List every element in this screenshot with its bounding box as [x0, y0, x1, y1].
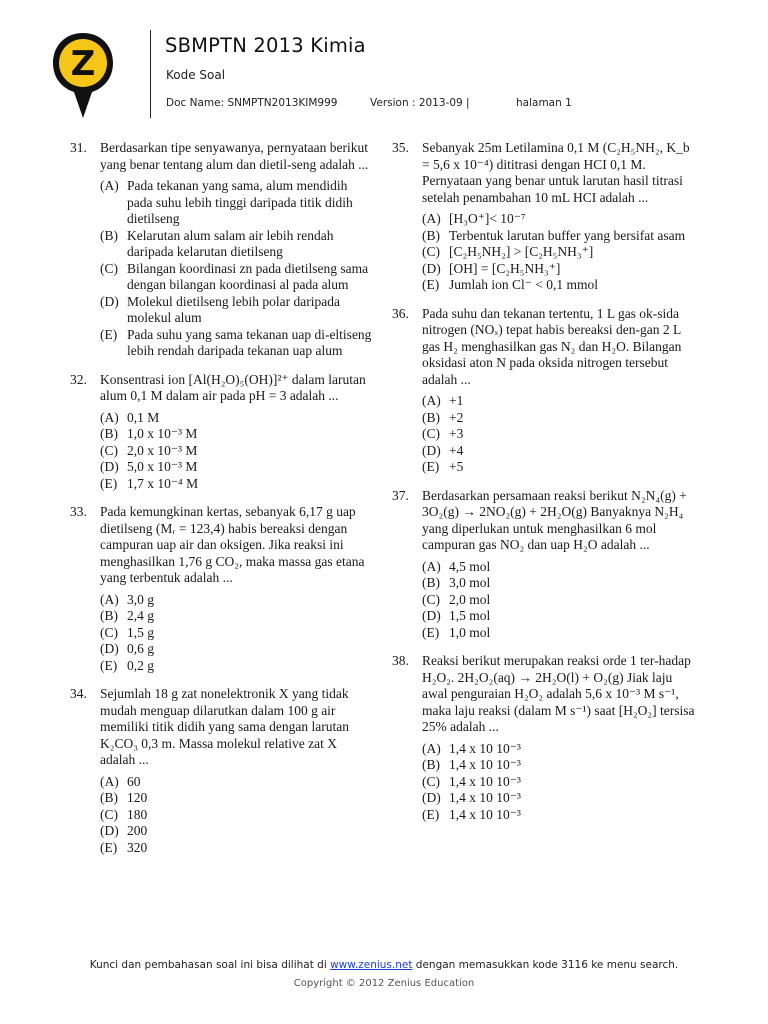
answer-option — [70, 443, 375, 460]
option-label: (D) — [422, 790, 441, 805]
option-label: (C) — [100, 442, 118, 458]
question-32 — [70, 372, 375, 493]
stem-text: Sebanyak 25m Letilamina 0,1 M (C₂H₅NH₂, K_b = 5,6 x 10⁻⁴) dititrasi dengan HCI 0,1 M. Pernyataan yang benar untuk larutan hasil titrasi setelah penambahan 10 mL HCI adalah ... — [422, 140, 690, 205]
option-text: 4,5 mol — [449, 558, 491, 574]
question-stem — [392, 653, 697, 736]
answer-option — [392, 757, 697, 774]
answer-option — [70, 410, 375, 427]
answer-option — [392, 211, 697, 228]
answer-option — [70, 823, 375, 840]
answer-option — [70, 625, 375, 642]
answer-option — [392, 426, 697, 443]
answer-option — [392, 741, 697, 758]
option-text: 5,0 x 10⁻³ M — [127, 459, 198, 474]
page-title: SBMPTN 2013 Kimia — [165, 34, 366, 57]
footer-text-after: dengan memasukkan kode 3116 ke menu search. — [412, 959, 679, 971]
answer-option — [392, 559, 697, 576]
option-label: (C) — [422, 773, 440, 789]
doc-version: Version : 2013-09 | — [370, 97, 470, 109]
option-text: [C₂H₅NH₂] > [C₂H₅NH₃⁺] — [449, 244, 594, 259]
answer-option — [70, 426, 375, 443]
option-text: 1,4 x 10 10⁻³ — [449, 757, 521, 772]
left-column — [70, 140, 375, 868]
option-label: (E) — [422, 459, 440, 474]
option-text: 1,4 x 10 10⁻³ — [449, 773, 521, 789]
answer-option — [70, 774, 375, 791]
question-number: 38. — [392, 653, 409, 668]
page-subtitle: Kode Soal — [166, 68, 226, 82]
option-text: [OH] = [C₂H₅NH₃⁺] — [449, 260, 561, 276]
option-label: (D) — [422, 442, 441, 458]
logo-letter: Z — [70, 44, 96, 84]
option-label: (A) — [422, 211, 441, 226]
option-label: (D) — [422, 608, 441, 623]
option-text: 1,0 x 10⁻³ M — [127, 426, 198, 441]
option-label: (C) — [100, 624, 118, 640]
option-text: +4 — [449, 442, 464, 458]
question-35 — [392, 140, 697, 294]
answer-option — [70, 840, 375, 857]
answer-option — [70, 327, 375, 360]
option-label: (E) — [100, 475, 118, 491]
stem-text: Sejumlah 18 g zat nonelektronik X yang tidak mudah menguap dilarutkan dalam 100 g air memiliki titik didih yang sama dengan larutan K₂CO₃ 0,3 m. Massa molekul relative zat X adalah ... — [100, 686, 349, 767]
question-36 — [392, 306, 697, 476]
question-33 — [70, 504, 375, 674]
option-label: (D) — [422, 260, 441, 276]
answer-option — [70, 641, 375, 658]
option-label: (A) — [100, 409, 119, 425]
stem-text: Berdasarkan persamaan reaksi berikut N₂N₄(g) + 3O₂(g) → 2NO₂(g) + 2H₂O(g) Banyaknya N₂H₄ yang diperlukan untuk menghasilkan 6 mol campuran gas NO₂ dan uap H₂O adalah ... — [422, 487, 687, 552]
option-text: +1 — [449, 393, 464, 408]
copyright: Copyright © 2012 Zenius Education — [293, 978, 475, 989]
option-text: 1,5 mol — [449, 608, 491, 623]
answer-option — [70, 790, 375, 807]
option-text: Kelarutan alum salam air lebih rendah daripada kelarutan dietilseng — [127, 227, 334, 259]
answer-option — [392, 608, 697, 625]
question-37 — [392, 488, 697, 642]
option-text: Bilangan koordinasi zn pada dietilseng sama dengan bilangan koordinasi al pada alum — [127, 260, 369, 292]
option-label: (A) — [422, 393, 441, 408]
option-label: (D) — [100, 641, 119, 656]
answer-option — [70, 476, 375, 493]
question-31 — [70, 140, 375, 360]
option-label: (B) — [422, 575, 440, 590]
option-label: (A) — [422, 558, 441, 574]
option-label: (E) — [422, 624, 440, 640]
zenius-link[interactable]: www.zenius.net — [330, 959, 413, 971]
question-number: 31. — [70, 140, 87, 155]
option-label: (A) — [422, 740, 441, 756]
header-divider — [150, 30, 151, 118]
question-stem — [70, 504, 375, 587]
question-number: 36. — [392, 305, 409, 321]
answer-option — [392, 774, 697, 791]
zenius-logo — [50, 30, 116, 120]
answer-option — [392, 277, 697, 294]
option-text: 1,0 mol — [449, 624, 491, 640]
answer-option — [392, 228, 697, 245]
option-text: 200 — [127, 823, 148, 838]
question-number: 33. — [70, 504, 87, 519]
option-label: (A) — [100, 773, 119, 789]
option-text: 2,0 mol — [449, 591, 491, 607]
answer-option — [392, 261, 697, 278]
answer-option — [70, 178, 375, 228]
option-text: Terbentuk larutan buffer yang bersifat asam — [449, 227, 686, 243]
question-34 — [70, 686, 375, 856]
option-text: [H₃O⁺]< 10⁻⁷ — [449, 211, 526, 226]
option-text: 320 — [127, 839, 148, 855]
answer-option — [392, 393, 697, 410]
option-text: 1,7 x 10⁻⁴ M — [127, 475, 199, 491]
question-38 — [392, 653, 697, 823]
answer-option — [392, 244, 697, 261]
answer-option — [70, 294, 375, 327]
doc-name: Doc Name: SNMPTN2013KIM999 — [166, 97, 338, 109]
option-label: (C) — [100, 260, 118, 276]
option-label: (E) — [422, 277, 440, 292]
question-number: 34. — [70, 686, 87, 701]
option-label: (E) — [422, 806, 440, 822]
option-text: Molekul dietilseng lebih polar daripada molekul alum — [127, 293, 340, 325]
question-stem — [70, 372, 375, 405]
option-text: 0,1 M — [127, 409, 160, 425]
option-text: 0,2 g — [127, 657, 154, 673]
question-stem — [392, 140, 697, 206]
answer-option — [392, 575, 697, 592]
option-text: 1,4 x 10 10⁻³ — [449, 806, 521, 822]
answer-option — [392, 807, 697, 824]
footer-text-before: Kunci dan pembahasan soal ini bisa dilihat di — [89, 959, 331, 971]
option-label: (E) — [100, 326, 118, 342]
option-text: 2,4 g — [127, 608, 154, 623]
option-label: (B) — [422, 757, 440, 772]
stem-text: Pada kemungkinan kertas, sebanyak 6,17 g uap dietilseng (Mᵣ = 123,4) habis bereaksi dengan campuran uap air dan oksigen. Jika reaksi ini menghasilkan 1,76 g CO₂, maka massa gas etana yang terbentuk adalah ... — [100, 504, 365, 585]
option-text: 3,0 g — [127, 591, 154, 607]
option-text: +5 — [449, 459, 464, 474]
answer-option — [392, 459, 697, 476]
option-label: (A) — [100, 178, 119, 193]
answer-option — [392, 592, 697, 609]
question-stem — [392, 306, 697, 389]
question-number: 37. — [392, 487, 409, 503]
option-label: (C) — [422, 426, 440, 441]
footer-note — [0, 959, 768, 971]
stem-text: Reaksi berikut merupakan reaksi orde 1 ter-hadap H₂O₂. 2H₂O₂(aq) → 2H₂O(l) + O₂(g) Jiak laju awal penguraian H₂O₂ adalah 5,6 x 10⁻³ M s⁻¹, maka laju reaksi (dalam M s⁻¹) saat [H₂O₂] tersisa 25% adalah ... — [422, 653, 695, 734]
option-label: (C) — [100, 806, 118, 822]
option-text: Pada suhu yang sama tekanan uap di-eltiseng lebih rendah daripada tekanan uap alum — [127, 326, 372, 358]
option-text: +3 — [449, 426, 464, 441]
question-number: 35. — [392, 140, 409, 155]
option-label: (E) — [100, 839, 118, 855]
option-text: 1,4 x 10 10⁻³ — [449, 740, 521, 756]
answer-option — [392, 410, 697, 427]
option-label: (B) — [422, 409, 440, 425]
stem-text: Pada suhu dan tekanan tertentu, 1 L gas ok-sida nitrogen (NOₓ) tepat habis bereaksi den-gan 2 L gas H₂ menghasilkan gas N₂ dan H₂O. Bilangan oksidasi aton N pada oksida nitrogen tersebut adalah ... — [422, 305, 682, 387]
answer-option — [70, 592, 375, 609]
option-label: (C) — [422, 244, 440, 259]
question-stem — [70, 686, 375, 769]
option-label: (C) — [422, 591, 440, 607]
option-text: Pada tekanan yang sama, alum mendidih pada suhu lebih tinggi daripada titik didih dietilseng — [127, 178, 353, 226]
answer-option — [70, 807, 375, 824]
answer-option — [70, 459, 375, 476]
option-label: (B) — [100, 790, 118, 805]
answer-option — [392, 790, 697, 807]
option-text: +2 — [449, 409, 464, 425]
answer-option — [70, 261, 375, 294]
option-text: 2,0 x 10⁻³ M — [127, 442, 198, 458]
question-number: 32. — [70, 371, 87, 387]
right-column — [392, 140, 697, 835]
option-label: (A) — [100, 591, 119, 607]
option-label: (B) — [100, 426, 118, 441]
question-stem — [70, 140, 375, 173]
option-text: Jumlah ion Cl⁻ < 0,1 mmol — [449, 277, 598, 292]
stem-text: Konsentrasi ion [Al(H₂O)₅(OH)]²⁺ dalam larutan alum 0,1 M dalam air pada pH = 3 adalah ... — [100, 371, 366, 403]
question-stem — [392, 488, 697, 554]
option-label: (D) — [100, 459, 119, 474]
page-number: halaman 1 — [516, 97, 572, 109]
option-label: (B) — [100, 227, 118, 243]
option-text: 120 — [127, 790, 148, 805]
stem-text: Berdasarkan tipe senyawanya, pernyataan berikut yang benar tentang alum dan dietil-seng adalah ... — [100, 140, 369, 172]
answer-option — [70, 658, 375, 675]
option-text: 1,5 g — [127, 624, 154, 640]
option-text: 1,4 x 10 10⁻³ — [449, 790, 521, 805]
option-text: 180 — [127, 806, 148, 822]
answer-option — [392, 625, 697, 642]
option-text: 60 — [127, 773, 141, 789]
answer-option — [70, 228, 375, 261]
option-label: (D) — [100, 293, 119, 309]
option-text: 0,6 g — [127, 641, 154, 656]
option-label: (B) — [422, 227, 440, 243]
option-label: (E) — [100, 657, 118, 673]
option-label: (D) — [100, 823, 119, 838]
answer-option — [392, 443, 697, 460]
option-label: (B) — [100, 608, 118, 623]
option-text: 3,0 mol — [449, 575, 491, 590]
answer-option — [70, 608, 375, 625]
